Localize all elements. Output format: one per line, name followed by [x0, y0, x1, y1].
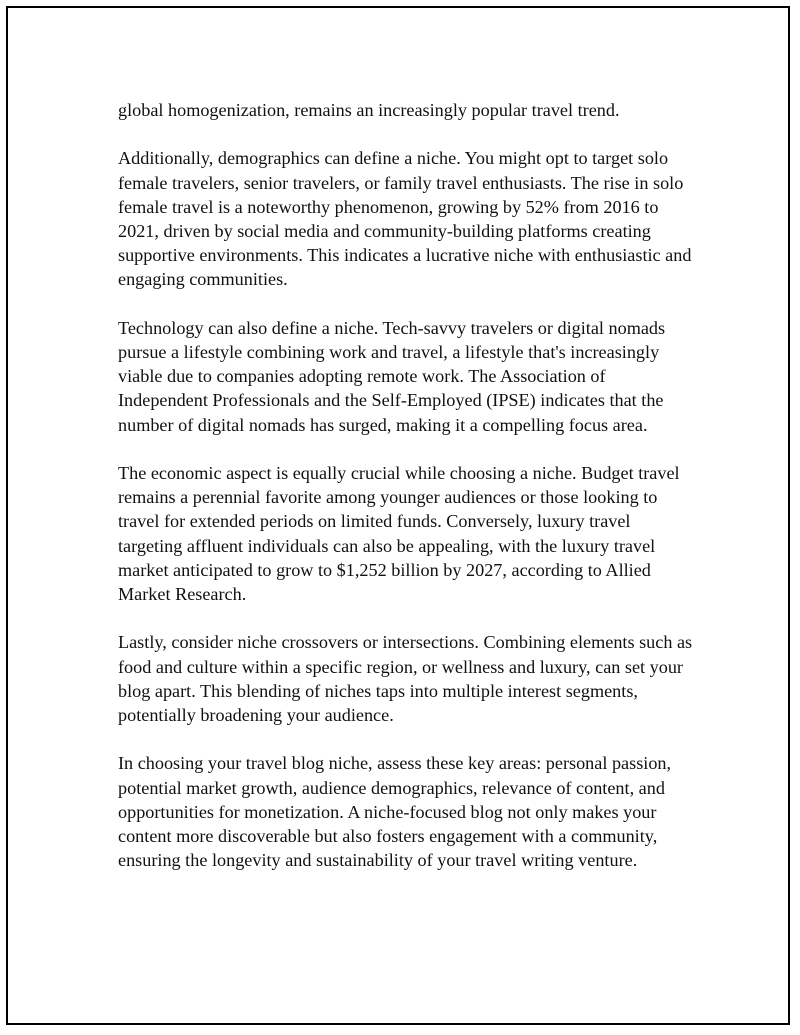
paragraph-conclusion: In choosing your travel blog niche, assess these key areas: personal passion, potential market growth, audience demographics, relevance of content, and opportunities for monetization. A niche-focused blog not only makes your content more discoverable but also fosters engagement with a community, ensuring the longevity and sustainability of your travel writing venture.	[118, 753, 672, 871]
paragraph-demographics: Additionally, demographics can define a niche. You might opt to target solo female travelers, senior travelers, or family travel enthusiasts. The rise in solo female travel is a noteworthy phenomenon, growing by 52% from 2016 to 2021, driven by social media and community-building platforms creating supportive environments. This indicates a lucrative niche with enthusiastic and engaging communities.	[118, 148, 692, 290]
paragraph-economic: The economic aspect is equally crucial while choosing a niche. Budget travel remains a perennial favorite among younger audiences or those looking to travel for extended periods on limited funds. Conversely, luxury travel targeting affluent individuals can also be appealing, with the luxury travel market anticipated to grow to $1,252 billion by 2027, according to Allied Market Research.	[118, 463, 680, 605]
document-page	[6, 6, 790, 1025]
paragraph-crossovers: Lastly, consider niche crossovers or intersections. Combining elements such as food and culture within a specific region, or wellness and luxury, can set your blog apart. This blending of niches taps into multiple interest segments, potentially broadening your audience.	[118, 632, 693, 726]
paragraph-homogenization: global homogenization, remains an increasingly popular travel trend.	[118, 100, 620, 120]
paragraph-technology: Technology can also define a niche. Tech-savvy travelers or digital nomads pursue a lifestyle combining work and travel, a lifestyle that's increasingly viable due to companies adopting remote work. The Association of Independent Professionals and the Self-Employed (IPSE) indicates that the number of digital nomads has surged, making it a compelling focus area.	[118, 317, 666, 435]
document-body	[118, 98, 698, 897]
